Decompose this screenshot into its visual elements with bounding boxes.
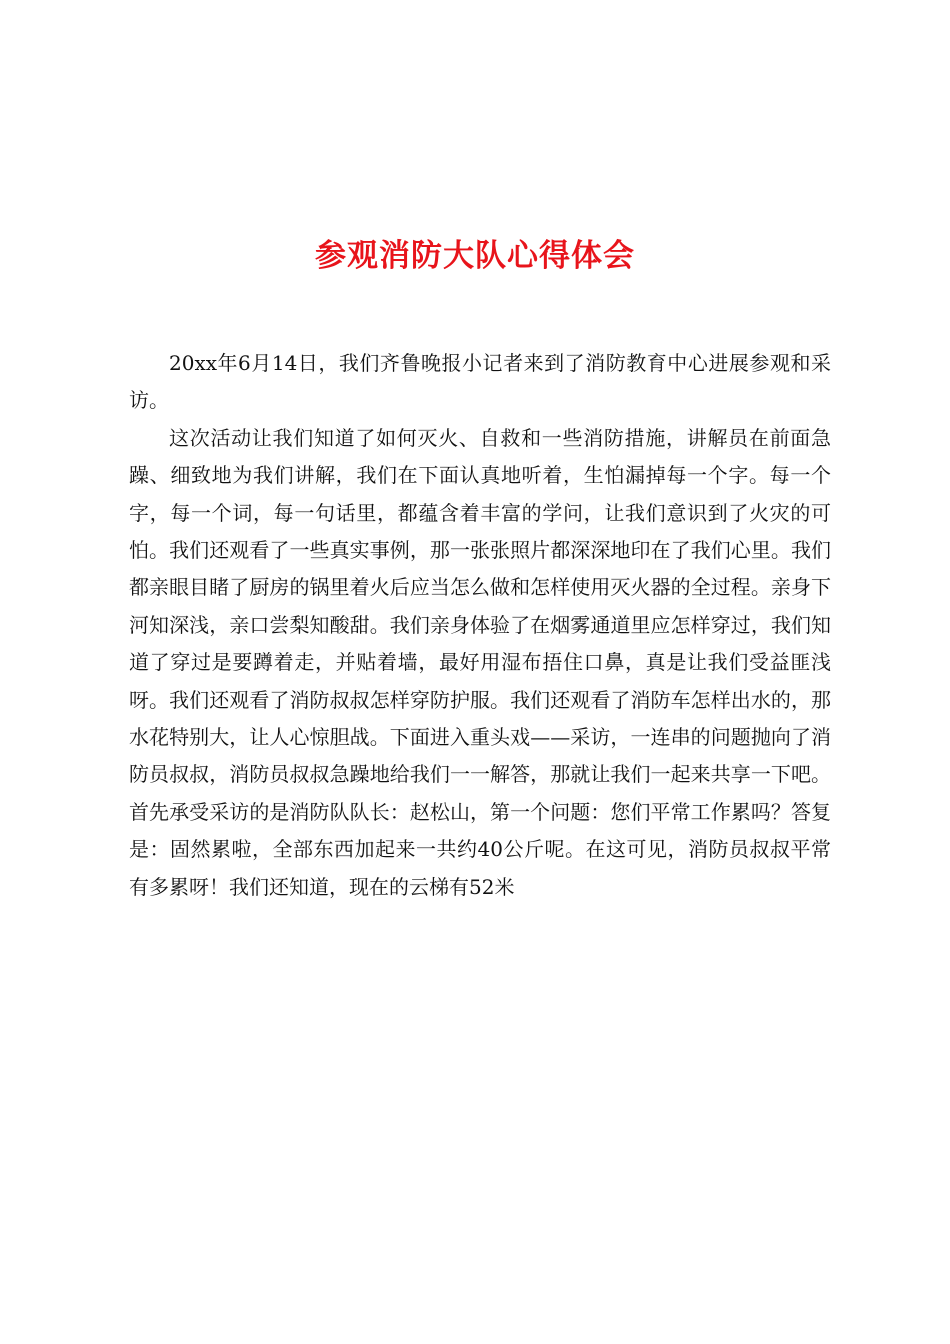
document-body <box>129 345 831 906</box>
document-title: 参观消防大队心得体会 <box>315 237 635 274</box>
paragraph-2: 这次活动让我们知道了如何灭火、自救和一些消防措施，讲解员在前面急躁、细致地为我们讲解，我们在下面认真地听着，生怕漏掉每一个字。每一个字，每一个词，每一句话里，都蕴含着丰富的学问，让我们意识到了火灾的可怕。我们还观看了一些真实事例，那一张张照片都深深地印在了我们心里。我们都亲眼目睹了厨房的锅里着火后应当怎么做和怎样使用灭火器的全过程。亲身下河知深浅，亲口尝梨知酸甜。我们亲身体验了在烟雾通道里应怎样穿过，我们知道了穿过是要蹲着走，并贴着墙，最好用湿布捂住口鼻，真是让我们受益匪浅呀。我们还观看了消防叔叔怎样穿防护服。我们还观看了消防车怎样出水的，那水花特别大，让人心惊胆战。下面进入重头戏——采访，一连串的问题抛向了消防员叔叔，消防员叔叔急躁地给我们一一解答，那就让我们一起来共享一下吧。首先承受采访的是消防队队长：赵松山，第一个问题：您们平常工作累吗？答复是：固然累啦，全部东西加起来一共约40公斤呢。在这可见，消防员叔叔平常有多累呀！我们还知道，现在的云梯有52米 <box>129 425 831 899</box>
paragraph-1: 20xx年6月14日，我们齐鲁晚报小记者来到了消防教育中心进展参观和采访。 <box>129 351 831 413</box>
